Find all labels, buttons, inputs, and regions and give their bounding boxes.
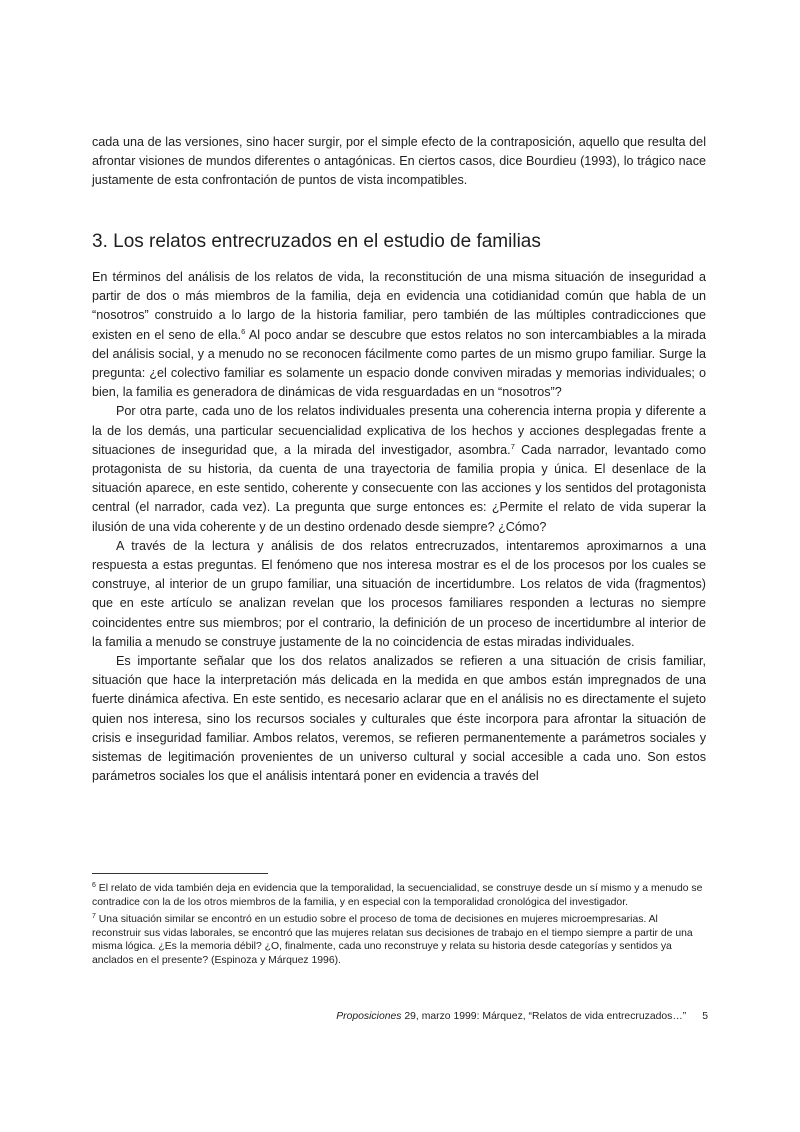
- footnote-6-marker: 6: [92, 882, 96, 889]
- paragraph-1: [92, 268, 706, 402]
- intro-paragraph: cada una de las versiones, sino hacer surgir, por el simple efecto de la contraposición, aquello que resulta del afrontar visiones de mundos diferentes o antagónicas. En ciertos casos, dice Bourdieu (1993), lo trágico nace justamente de esta confrontación de puntos de vista incompatibles.: [92, 135, 706, 188]
- footnote-ref-7: 7: [510, 441, 515, 451]
- paragraph-2: [92, 402, 706, 536]
- footnote-6: [92, 882, 708, 909]
- footnote-7: [92, 913, 708, 967]
- footnote-separator: [92, 873, 268, 874]
- paragraph-4: Es importante señalar que los dos relatos analizados se refieren a una situación de crisis familiar, situación que hace la interpretación más delicada en la medida en que ambos están impregnados de una fuerte dinámica afectiva. En este sentido, es necesario aclarar que en el análisis no es directamente el sujeto quien nos interesa, sino los recursos sociales y culturales que éste incorpora para afrontar la situación de crisis e inseguridad familiar. Ambos relatos, veremos, se refieren permanentemente a parámetros sociales y sistemas de legitimación provenientes de un universo cultural y social accesible a cada uno. Son estos parámetros sociales los que el análisis intentará poner en evidencia a través del: [92, 654, 706, 784]
- footnote-7-text: Una situación similar se encontró en un estudio sobre el proceso de toma de decisiones en mujeres microempresarias. Al reconstruir sus vidas laborales, se encontró que las mujeres relatan sus decisiones de trabajo en el tiempo siempre a partir de una misma lógica. ¿Es la memoria débil? ¿O, finalmente, cada uno reconstruye y relata su historia desde categorías y sentidos ya anclados en el presente? (Espinoza y Márquez 1996).: [92, 914, 693, 966]
- paragraph-1-text-a: En términos del análisis de los relatos de vida, la reconstitución de una misma situación de inseguridad a partir de dos o más miembros de la familia, deja en evidencia una cotidianidad común que habla de un “nosotros” construido a lo largo de la historia familiar, pero también de las múltiples contradicciones que existen en el seno de ella.: [92, 270, 706, 342]
- paragraph-2-text-b: Cada narrador, levantado como protagonista de su historia, da cuenta de una trayectoria de familia propia y única. El desenlace de la situación aparece, en este sentido, coherente y consecuente con las acciones y los sentidos del protagonista central (el narrador, cada vez). La pregunta que surge entonces es: ¿Permite el relato de vida superar la ilusión de una vida coherente y de un destino ordenado desde siempre? ¿Cómo?: [92, 442, 706, 534]
- footnote-6-text: El relato de vida también deja en evidencia que la temporalidad, la secuencialidad, se construye desde un sí mismo y a menudo se contradice con la de los otros miembros de la familia, y en especial con la temporalidad cronológica del investigador.: [92, 883, 703, 908]
- paragraph-2-text-a: Por otra parte, cada uno de los relatos individuales presenta una coherencia interna propia y diferente a la de los demás, una particular secuencialidad explicativa de los hechos y acciones desplegadas frente a situaciones de inseguridad que, a la mirada del investigador, asombra.: [92, 404, 706, 457]
- journal-name: Proposiciones: [336, 1011, 402, 1022]
- section-body: [92, 268, 706, 786]
- footer-citation: 29, marzo 1999: Márquez, “Relatos de vida entrecruzados…”: [401, 1011, 687, 1022]
- section-heading: 3. Los relatos entrecruzados en el estudio de familias: [92, 231, 541, 252]
- footnotes: [92, 882, 708, 972]
- footnote-7-marker: 7: [92, 913, 96, 921]
- paragraph-1-text-b: Al poco andar se descubre que estos relatos no son intercambiables a la mirada del análisis social, y a menudo no se reconocen fácilmente como partes de un mismo grupo familiar. Surge la pregunta: ¿el colectivo familiar es solamente un espacio donde conviven miradas y memorias individuales; o bien, la familia es generadora de dinámicas de vida resguardadas en un “nosotros”?: [92, 327, 706, 400]
- page-number: 5: [702, 1011, 708, 1022]
- footnote-ref-6: 6: [241, 326, 246, 336]
- paragraph-3: A través de la lectura y análisis de dos relatos entrecruzados, intentaremos aproximarnos a una respuesta a estas preguntas. El fenómeno que nos interesa mostrar es el de los procesos por los cuales se construye, al interior de un grupo familiar, una situación de incertidumbre. Los relatos de vida (fragmentos) que en este artículo se analizan revelan que los procesos familiares responden a lecturas no siempre coincidentes entre sus miembros; por el contrario, la definición de un proceso de incertidumbre al interior de la familia a menudo se construye justamente de la no coincidencia de estas miradas individuales.: [92, 538, 706, 649]
- running-footer: [330, 1010, 708, 1024]
